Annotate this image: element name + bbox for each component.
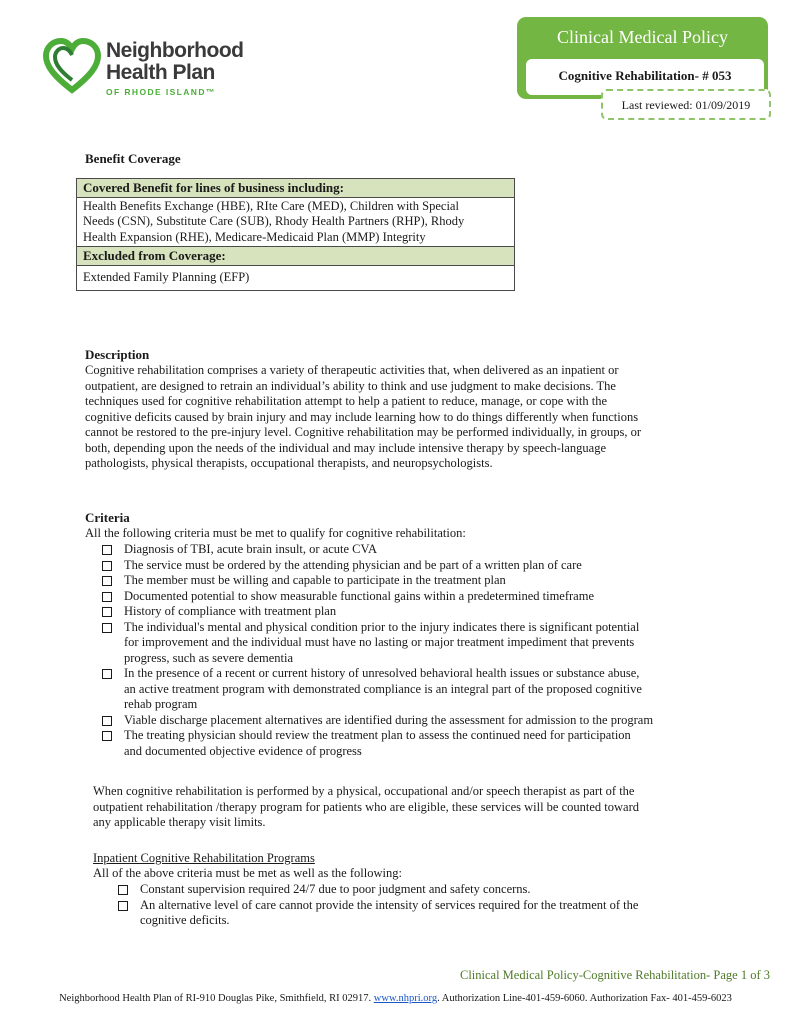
checkbox-icon [102, 592, 112, 602]
description-body [85, 363, 641, 472]
description-heading: Description [85, 347, 150, 362]
criteria-text: The treating physician should review the treatment plan to assess the continued need for participation [124, 728, 631, 742]
criteria-text: History of compliance with treatment plan [124, 604, 337, 618]
logo-line2: Health Plan [106, 61, 215, 84]
inpatient-text: Constant supervision required 24/7 due to poor judgment and safety concerns. [140, 882, 531, 896]
checkbox-icon [118, 901, 128, 911]
inpatient-text: cognitive deficits. [140, 913, 230, 927]
criteria-text: rehab program [124, 697, 198, 711]
inpatient-heading: Inpatient Cognitive Rehabilitation Programs [93, 851, 315, 865]
description-line: pathologists, physical therapists, occupational therapists, and neuropsychologists. [85, 456, 493, 470]
checkbox-icon [102, 576, 112, 586]
criteria-item [102, 542, 722, 558]
inpatient-intro: All of the above criteria must be met as well as the following: [93, 866, 402, 880]
criteria-item [102, 728, 722, 759]
coverage-table [76, 178, 515, 291]
checkbox-icon [118, 885, 128, 895]
policy-name: Cognitive Rehabilitation- # 053 [558, 68, 732, 83]
criteria-item [102, 620, 722, 667]
website-link[interactable]: www.nhpri.org [373, 993, 438, 1004]
criteria-item [102, 589, 722, 605]
criteria-intro: All the following criteria must be met to qualify for cognitive rehabilitation: [85, 526, 466, 540]
footer-address [0, 993, 791, 1004]
policy-header-box [517, 17, 768, 99]
policy-type-title: Clinical Medical Policy [557, 27, 728, 47]
note-line: When cognitive rehabilitation is performed by a physical, occupational and/or speech therapist as part of the [93, 784, 635, 798]
criteria-text: The individual's mental and physical condition prior to the injury indicates there is significant potential [124, 619, 640, 634]
criteria-text: an active treatment program with demonstrated compliance is an integral part of the proposed cognitive [124, 681, 642, 696]
checkbox-icon [102, 561, 112, 571]
excluded-header: Excluded from Coverage: [77, 247, 515, 266]
covered-benefit-cell [77, 197, 515, 247]
note-line: outpatient rehabilitation /therapy program for patients who are eligible, these services will be counted toward [93, 799, 640, 814]
inpatient-list [118, 882, 718, 929]
heart-logo-icon [42, 36, 102, 96]
description-line: techniques used for cognitive rehabilitation attempt to help a patient to reduce, manage, or cope with the [85, 394, 608, 408]
covered-line: Health Expansion (RHE), Medicare-Medicaid Plan (MMP) Integrity [83, 229, 426, 244]
criteria-text: Viable discharge placement alternatives are identified during the assessment for admission to the program [124, 712, 654, 727]
covered-line: Health Benefits Exchange (HBE), RIte Care (MED), Children with Special [83, 198, 459, 213]
checkbox-icon [102, 545, 112, 555]
logo-line1: Neighborhood [106, 39, 244, 62]
criteria-text: In the presence of a recent or current history of unresolved behavioral health issues or substance abuse, [124, 666, 640, 680]
excluded-cell: Extended Family Planning (EFP) [77, 265, 515, 291]
covered-line: Needs (CSN), Substitute Care (SUB), Rhody Health Partners (RHP), Rhody [83, 214, 465, 228]
description-line: both, depending upon the needs of the individual and may include intensive therapy by speech-language [85, 440, 607, 455]
therapy-limits-note [93, 784, 639, 831]
criteria-heading: Criteria [85, 510, 130, 525]
inpatient-text: An alternative level of care cannot provide the intensity of services required for the treatment of the [140, 897, 639, 912]
description-line: cannot be restored to the pre-injury level. Cognitive rehabilitation may be performed individually, in groups, or [85, 425, 641, 439]
benefit-coverage-heading: Benefit Coverage [85, 151, 181, 166]
criteria-list [102, 542, 722, 759]
criteria-text: and documented objective evidence of progress [124, 743, 362, 758]
last-reviewed-box [601, 89, 771, 120]
criteria-item [102, 573, 722, 589]
logo-wordmark [106, 40, 243, 97]
criteria-text: progress, such as severe dementia [124, 650, 294, 665]
footer-contact-text: . Authorization Line-401-459-6060. Authorization Fax- 401-459-6023 [437, 993, 732, 1004]
note-line: any applicable therapy visit limits. [93, 815, 266, 829]
criteria-item [102, 604, 722, 620]
checkbox-icon [102, 669, 112, 679]
criteria-item [102, 713, 722, 729]
last-reviewed-date: Last reviewed: 01/09/2019 [621, 98, 751, 112]
description-line: outpatient, are designed to retrain an individual’s ability to think and use judgment to make decisions. The [85, 378, 616, 393]
footer-page-label: Clinical Medical Policy-Cognitive Rehabilitation- Page 1 of 3 [459, 968, 770, 982]
checkbox-icon [102, 607, 112, 617]
checkbox-icon [102, 731, 112, 741]
criteria-item [102, 558, 722, 574]
description-line: Cognitive rehabilitation comprises a variety of therapeutic activities that, when delivered as an inpatient or [85, 363, 619, 377]
criteria-text: The service must be ordered by the attending physician and be part of a written plan of care [124, 557, 582, 572]
inpatient-item [118, 898, 718, 929]
inpatient-item [118, 882, 718, 898]
covered-benefit-header: Covered Benefit for lines of business including: [77, 179, 515, 198]
logo-tagline: OF RHODE ISLAND™ [106, 87, 216, 97]
checkbox-icon [102, 623, 112, 633]
nhpri-logo [42, 36, 252, 98]
description-line: cognitive deficits caused by brain injury and may include learning how to do things differently when functions [85, 409, 639, 424]
checkbox-icon [102, 716, 112, 726]
criteria-text: for improvement and the individual must have no lasting or major treatment impediment that prevents [124, 635, 635, 649]
criteria-text: The member must be willing and capable to participate in the treatment plan [124, 573, 506, 587]
criteria-text: Diagnosis of TBI, acute brain insult, or acute CVA [124, 542, 377, 556]
criteria-item [102, 666, 722, 713]
criteria-text: Documented potential to show measurable functional gains within a predetermined timeframe [124, 588, 594, 603]
footer-address-text: Neighborhood Health Plan of RI-910 Douglas Pike, Smithfield, RI 02917. [59, 993, 374, 1004]
